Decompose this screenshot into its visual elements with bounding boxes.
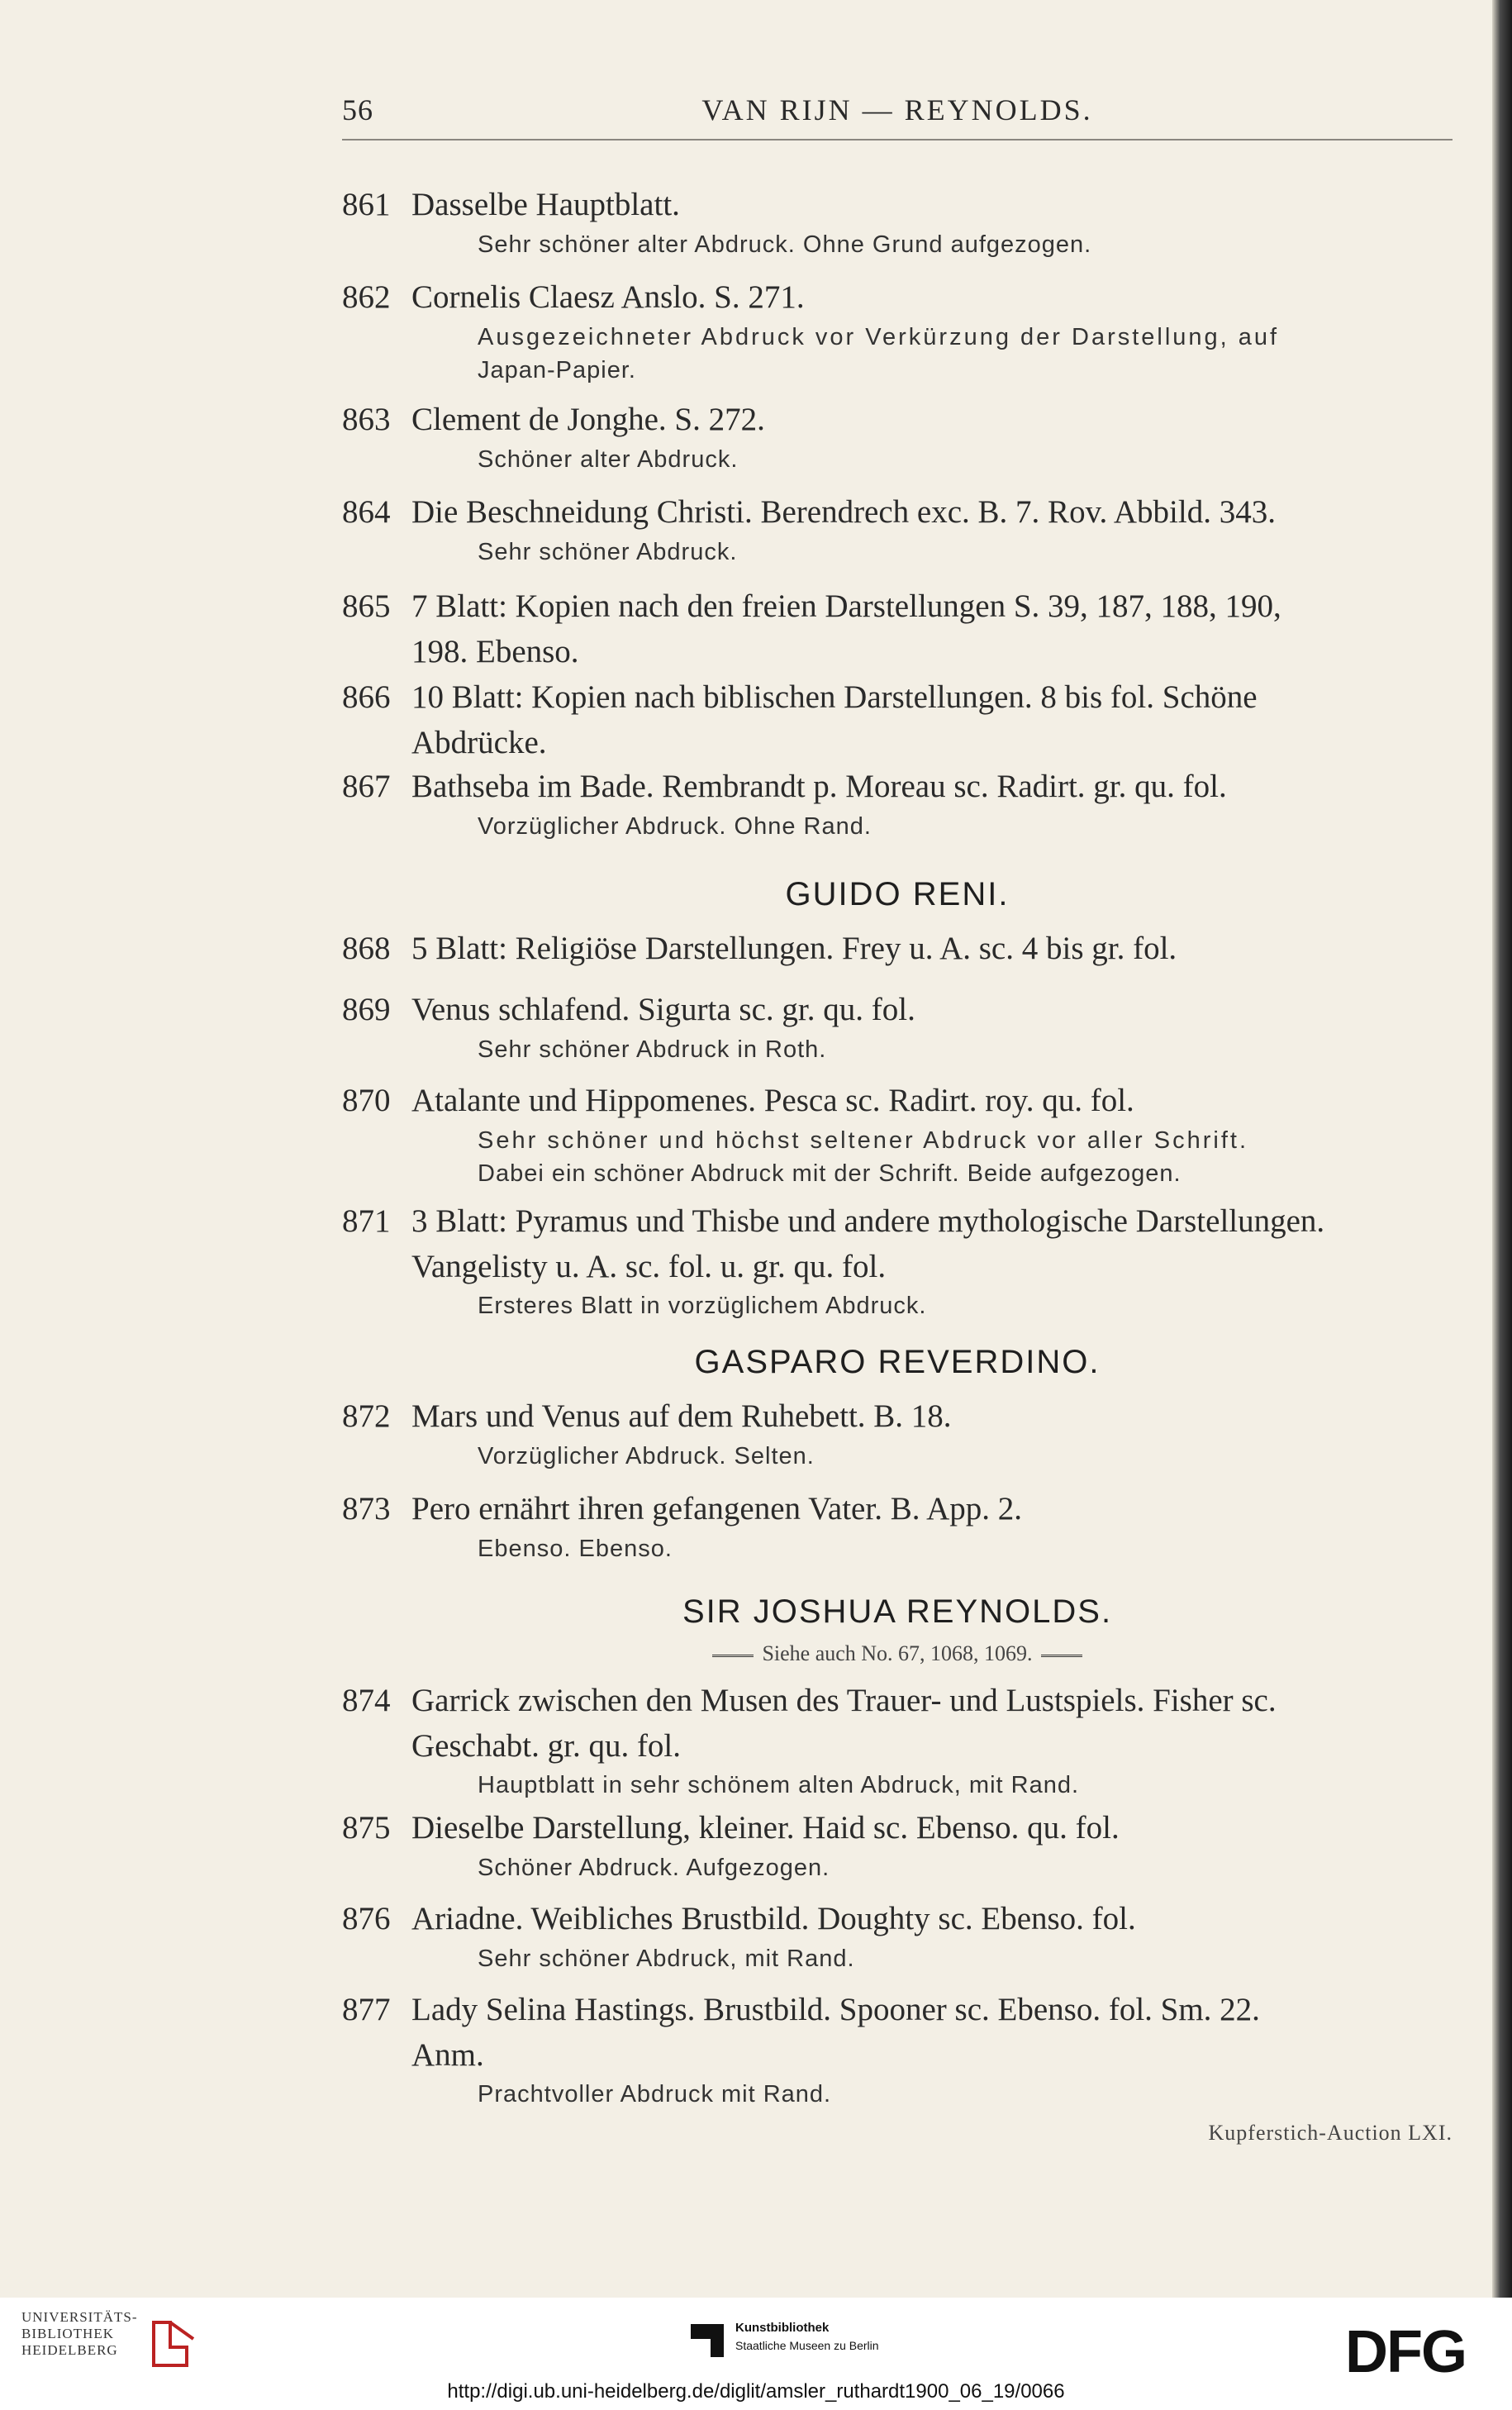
lot-number: 876 [342,1901,391,1936]
ornament-rule [712,1655,754,1657]
lot-entry [342,1486,1453,1565]
lot-note: Schöner alter Abdruck. [478,446,739,473]
lot-number: 862 [342,279,391,315]
cross-reference [342,1641,1453,1666]
lot-title: Mars und Venus auf dem Ruhebett. B. 18. [411,1398,952,1434]
lot-note: Prachtvoller Abdruck mit Rand. [478,2081,832,2108]
permalink-url[interactable]: http://digi.ub.uni-heidelberg.de/diglit/amsler_ruthardt1900_06_19/0066 [447,2380,1065,2403]
lot-entry [342,489,1453,569]
ub-line: UNIVERSITÄTS- [21,2309,138,2325]
lot-title: Die Beschneidung Christi. Berendrech exc. B. 7. Rov. Abbild. 343. [411,494,1276,530]
lot-entry [342,926,1453,972]
lot-number: 868 [342,931,391,966]
lot-title-continued: Vangelisty u. A. sc. fol. u. gr. qu. fol. [411,1249,887,1284]
lot-title: 10 Blatt: Kopien nach biblischen Darstellungen. 8 bis fol. Schöne [411,679,1258,715]
lot-entry [342,764,1453,843]
lot-title: Venus schlafend. Sigurta sc. gr. qu. fol. [411,992,915,1027]
section-heading: GASPARO REVERDINO. [694,1344,1101,1380]
lot-entry [342,274,1453,387]
running-title: VAN RIJN — REYNOLDS. [701,93,1093,126]
lot-number: 866 [342,679,391,715]
lot-title: Garrick zwischen den Musen des Trauer- und Lustspiels. Fisher sc. [411,1683,1277,1718]
kunstbibliothek-title: Kunstbibliothek [735,2321,830,2335]
lot-number: 865 [342,588,391,624]
lot-title: Bathseba im Bade. Rembrandt p. Moreau sc. Radirt. gr. qu. fol. [411,769,1227,804]
lot-entry [342,1393,1453,1473]
lot-entry [342,583,1453,674]
lot-note: Ersteres Blatt in vorzüglichem Abdruck. [478,1293,927,1319]
lot-number: 869 [342,992,391,1027]
lot-title: Clement de Jonghe. S. 272. [411,402,765,437]
lot-entry [342,674,1453,765]
lot-entry [342,1078,1453,1190]
lot-note: Vorzüglicher Abdruck. Ohne Rand. [478,813,872,840]
lot-title: Dieselbe Darstellung, kleiner. Haid sc. Ebenso. qu. fol. [411,1810,1120,1846]
lot-note: Sehr schöner und höchst seltener Abdruck vor aller Schrift. [478,1127,1248,1154]
lot-note: Ausgezeichneter Abdruck vor Verkürzung der Darstellung, auf [478,324,1280,350]
section-heading: GUIDO RENI. [785,876,1010,912]
lot-number: 877 [342,1992,391,2027]
lot-entry [342,1678,1453,1802]
ub-emblem-icon [145,2314,203,2372]
header-rule [342,139,1453,141]
lot-entry [342,1805,1453,1884]
kunstbibliothek-subtitle: Staatliche Museen zu Berlin [735,2339,879,2352]
lot-title: Lady Selina Hastings. Brustbild. Spooner sc. Ebenso. fol. Sm. 22. [411,1992,1260,2027]
dfg-logo[interactable]: DFG [1345,2319,1466,2385]
lot-title-continued: Anm. [411,2037,484,2073]
lot-title: Atalante und Hippomenes. Pesca sc. Radirt. roy. qu. fol. [411,1083,1134,1118]
page-number: 56 [342,93,373,126]
lot-title: Cornelis Claesz Anslo. S. 271. [411,279,805,315]
lot-title: Ariadne. Weibliches Brustbild. Doughty sc. Ebenso. fol. [411,1901,1136,1936]
lot-title-continued: Geschabt. gr. qu. fol. [411,1728,682,1764]
lot-note: Sehr schöner alter Abdruck. Ohne Grund aufgezogen. [478,231,1092,258]
lot-note: Vorzüglicher Abdruck. Selten. [478,1443,815,1469]
lot-title: 5 Blatt: Religiöse Darstellungen. Frey u. A. sc. 4 bis gr. fol. [411,931,1177,966]
lot-note: Japan-Papier. [478,357,636,383]
ornament-rule [1041,1655,1082,1657]
lot-note: Sehr schöner Abdruck. [478,539,738,565]
lot-title-continued: 198. Ebenso. [411,634,579,669]
running-head [342,93,1453,134]
lot-note: Sehr schöner Abdruck in Roth. [478,1036,827,1063]
lot-number: 864 [342,494,391,530]
lot-entry [342,1896,1453,1975]
lot-note: Schöner Abdruck. Aufgezogen. [478,1855,830,1881]
kunstbibliothek-emblem-icon [691,2324,724,2357]
lot-entry [342,397,1453,476]
university-library-name [21,2309,138,2359]
lot-number: 871 [342,1203,391,1239]
viewer-footer [0,2298,1512,2410]
lot-entry [342,987,1453,1066]
lot-note: Dabei ein schöner Abdruck mit der Schrift. Beide aufgezogen. [478,1160,1182,1187]
section-heading: SIR JOSHUA REYNOLDS. [682,1593,1113,1630]
ub-line: HEIDELBERG [21,2342,118,2358]
lot-title: Pero ernährt ihren gefangenen Vater. B. App. 2. [411,1491,1022,1526]
lot-number: 870 [342,1083,391,1118]
lot-number: 867 [342,769,391,804]
lot-title: 7 Blatt: Kopien nach den freien Darstellungen S. 39, 187, 188, 190, [411,588,1281,624]
signature-mark: Kupferstich-Auction LXI. [1208,2121,1453,2145]
lot-number: 875 [342,1810,391,1846]
lot-number: 861 [342,187,391,222]
lot-entry [342,182,1453,261]
lot-number: 873 [342,1491,391,1526]
kunstbibliothek-logo[interactable] [691,2317,939,2367]
lot-title: Dasselbe Hauptblatt. [411,187,680,222]
lot-note: Ebenso. Ebenso. [478,1536,673,1562]
lot-number: 874 [342,1683,391,1718]
lot-title: 3 Blatt: Pyramus und Thisbe und andere mythologische Darstellungen. [411,1203,1325,1239]
university-library-logo[interactable] [21,2309,195,2375]
ub-line: BIBLIOTHEK [21,2326,114,2341]
lot-entry [342,1987,1453,2111]
lot-note: Sehr schöner Abdruck, mit Rand. [478,1946,855,1972]
lot-title-continued: Abdrücke. [411,725,547,760]
lot-number: 863 [342,402,391,437]
cross-reference-text: Siehe auch No. 67, 1068, 1069. [762,1641,1033,1665]
page-edge-shadow [1492,0,1512,2298]
lot-number: 872 [342,1398,391,1434]
lot-entry [342,1198,1453,1322]
lot-note: Hauptblatt in sehr schönem alten Abdruck, mit Rand. [478,1772,1080,1798]
